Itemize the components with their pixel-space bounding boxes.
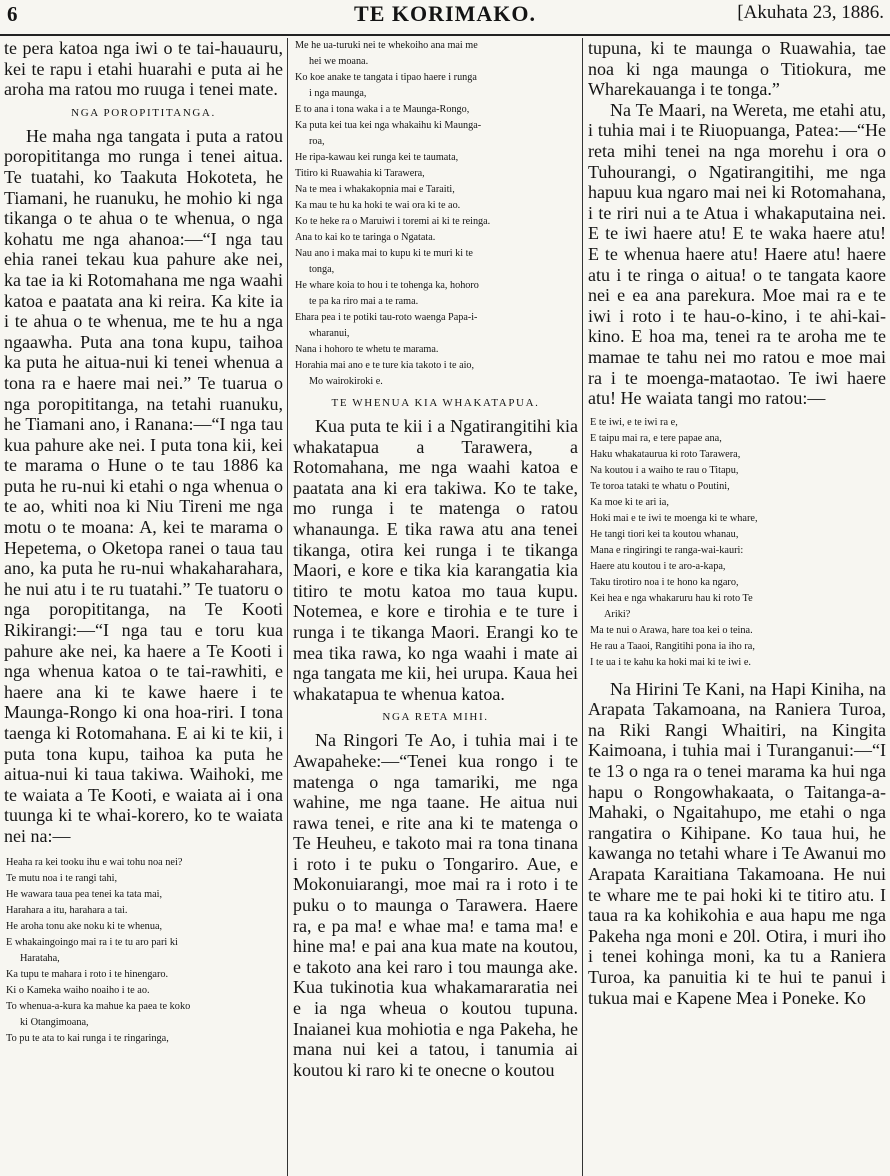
poem-line: Te toroa tataki te whatu o Poutini, bbox=[590, 480, 730, 492]
poem-line: Ka puta kei tua kei nga whakaihu ki Maunga- bbox=[295, 120, 482, 131]
header-rule bbox=[0, 34, 890, 36]
poem-line: i nga maunga, bbox=[309, 88, 367, 99]
poem-line: Horahia mai ano e te ture kia takoto i te aio, bbox=[295, 360, 475, 371]
poem-line: He wawara taua pea tenei ka tata mai, bbox=[6, 888, 163, 900]
poem-line: Na te mea i whakakopnia mai e Taraiti, bbox=[295, 184, 455, 195]
poem-line: Me he ua-turuki nei te whekoiho ana mai me bbox=[295, 40, 478, 51]
column-2 bbox=[293, 38, 578, 1176]
poem-line: Na koutou i a waiho te rau o Titapu, bbox=[590, 464, 739, 476]
poem-line: Ko koe anake te tangata i tipao haere i runga bbox=[295, 72, 477, 83]
poem-line: E whakaingoingo mai ra i te tu aro pari ki bbox=[6, 936, 178, 948]
poem-line: Ariki? bbox=[604, 608, 631, 620]
poem-line: wharanui, bbox=[309, 328, 350, 339]
poem-line: I te ua i te kahu ka hoki mai ki te iwi e. bbox=[590, 656, 751, 668]
poem-line: Mana e ringiringi te ranga-wai-kauri: bbox=[590, 544, 744, 556]
poem-line: He whare koia to hou i te tohenga ka, hohoro bbox=[295, 280, 479, 291]
poem-line: To pu te ata to kai runga i te ringaringa, bbox=[6, 1032, 169, 1044]
paragraph-hirini-letter: Na Hirini Te Kani, na Hapi Kiniha, na Arapata Takamoana, na Raniera Turoa, na Riki Rangi Whaitiri, na Kingita Kaimoana, i tuhia mai i Turanganui:—“I te 13 o nga ra o tenei marama ka hui nga hapu o Rongowhakaata, o Taitanga-a-Mahaki, o Ngaitahupo, me etahi o nga rangatira o Kihipane. Ko taua hui, he kawanga no tetahi whare i Te Awanui mo Arapata Karaitiana Takamoana. He nui te whare me te pai hoki ki te titiro atu. I taua ra ka kohikohia e aua hapu me nga Pakeha nga moni e 20l. Otira, i muri iho i tenei kohinga moni, ka tu a Raniera Turoa, ka panuitia ki te hui te panui i tukua mai e Kapene Mea i Poneke. Ko bbox=[588, 678, 886, 1008]
poem-line: E te iwi, e te iwi ra e, bbox=[590, 416, 678, 428]
column-1 bbox=[4, 38, 283, 1176]
heading-poropititanga: NGA POROPITITANGA. bbox=[71, 106, 216, 119]
paragraph-prophecies: He maha nga tangata i puta a ratou poropititanga mo runga i tenei aitua. Te tuatahi, ko Taakuta Hokoteta, he Tiamani, he ruanuku, he mohio ki nga tikanga o te ahua o te whenua, o nga kohatu me nga ahanoa:—“I nga tau ehia ranei tekau kua pahure ake nei, ka tae ia ki Rotomahana me nga waahi katoa e paatata ana ki reira. Ka kite ia i te ahua o te whenua, me te hu a nga ngaawha. Puta ana tona kupu, taihoa ka puta he aitua-nui ki tenei whenua a tona ra e haere mai nei.” Te tuarua o nga poropititanga, na tetahi ruanuku, he Tiamani ano, i Ranana:—“I nga tau kua pahure ake nei. I puta tona kii, kei te marama o Hune o te tau 1886 ka puta he ru-nui ki etahi o nga whenua o te ao, whiti noa ki Niu Tireni me nga motu o te moana: A, kei te marama o Hepetema, o Oketopa ranei o taua tau ano, ka puta he ru-nui whakaharahara, he nui atu i te ru tuatahi.” Te tuatoru o nga poropititanga, na Te Kooti Rikirangi:—“I nga tau e toru kua pahure ake nei, ka haere a Te Kooti i nga whenua katoa o te tai-rawhiti, e haere ana ki te kawe haere i te Maunga-Rongo ki ona hoa-riri. I tona taenga ki Rotomahana. E ai ki te kii, i puta tona kupu, taihoa ka puta he aitua-nui ki taua takiwa. Waihoki, me te waiata a Te Kooti, e waiata ai i ona tuunga ki te whai-korero, ko te waiata nei na:— bbox=[4, 125, 283, 846]
issue-date: [Akuhata 23, 1886. bbox=[737, 2, 884, 23]
poem-line: To whenua-a-kura ka mahue ka paea te koko bbox=[6, 1000, 191, 1012]
poem-line: Titiro ki Ruawahia ki Tarawera, bbox=[295, 168, 425, 179]
paragraph-letter-continued: tupuna, ki te maunga o Ruawahia, tae noa ki nga maunga o Titiokura, me Wharekauanga i te tonga.” bbox=[588, 38, 886, 100]
poem-line: Ehara pea i te potiki tau-roto waenga Papa-i- bbox=[295, 312, 478, 323]
poem-line: Ko te heke ra o Maruiwi i toremi ai ki te reinga. bbox=[295, 216, 491, 227]
poem-line: te pa ka riro mai a te rama. bbox=[309, 296, 419, 307]
heading-whenua-tapu: TE WHENUA KIA WHAKATAPUA. bbox=[331, 397, 540, 409]
poem-line: He ripa-kawau kei runga kei te taumata, bbox=[295, 152, 459, 163]
poem-line: ki Otangimoana, bbox=[20, 1016, 89, 1028]
poem-line: Taku tirotiro noa i te hono ka ngaro, bbox=[590, 576, 739, 588]
column-3 bbox=[588, 38, 886, 1176]
page-number: 6 bbox=[7, 2, 18, 26]
poem-line: He rau a Taaoi, Rangitihi pona ia iho ra, bbox=[590, 640, 755, 652]
poem-line: Nau ano i maka mai to kupu ki te muri ki te bbox=[295, 248, 473, 259]
poem-line: Heaha ra kei tooku ihu e wai tohu noa nei? bbox=[6, 856, 183, 868]
poem-line: Mo wairokiroki e. bbox=[309, 376, 383, 387]
poem-line: Haku whakataurua ki roto Tarawera, bbox=[590, 448, 741, 460]
poem-line: He tangi tiori kei ta koutou whanau, bbox=[590, 528, 739, 540]
poem-line: Haere atu koutou i te aro-a-kapa, bbox=[590, 560, 726, 572]
page-header bbox=[0, 0, 890, 34]
waiata-te-kooti-part1 bbox=[4, 855, 283, 1047]
poem-line: tonga, bbox=[309, 264, 335, 275]
poem-line: roa, bbox=[309, 136, 325, 147]
poem-line: E taipu mai ra, e tere papae ana, bbox=[590, 432, 722, 444]
poem-line: Te mutu noa i te rangi tahi, bbox=[6, 872, 118, 884]
poem-line: Ma te nui o Arawa, hare toa kei o teina. bbox=[590, 624, 753, 636]
poem-line: Ka tupu te mahara i roto i te hinengaro. bbox=[6, 968, 169, 980]
poem-line: hei we moana. bbox=[309, 56, 369, 67]
column-rule-2 bbox=[582, 38, 583, 1176]
poem-line: Ana to kai ko te taringa o Ngatata. bbox=[295, 232, 436, 243]
poem-line: Hoki mai e te iwi te moenga ki te whare, bbox=[590, 512, 758, 524]
poem-line: Ki o Kameka waiho noaiho i te ao. bbox=[6, 984, 150, 996]
poem-line: He aroha tonu ake noku ki te whenua, bbox=[6, 920, 163, 932]
poem-line: Ka mau te hu ka hoki te wai ora ki te ao. bbox=[295, 200, 461, 211]
poem-line: Kei hea e nga whakaruru hau ki roto Te bbox=[590, 592, 753, 604]
waiata-tangi bbox=[588, 415, 886, 671]
poem-line: E to ana i tona waka i a te Maunga-Rongo, bbox=[295, 104, 470, 115]
heading-reta-mihi: NGA RETA MIHI. bbox=[382, 711, 489, 724]
paragraph-ringori-letter: Na Ringori Te Ao, i tuhia mai i te Awapaheke:—“Tenei kua rongo i te matenga o nga tamariki, me nga wahine, me nga taane. He aitua nui rawa tenei, e rite ana ki te matenga o Te Heuheu, e takoto mai ra tona tinana i roto i te puku o Tongariro. Aue, e Mokonuiarangi, moe mai ra i roto i te puku o to maunga o Tarawera. Haere ra, e pa ma! e whae ma! e tama ma! e hine ma! e pai ana kua mate na koutou, e takoto ana kei raro i tou maunga ake. Kua tukinotia kua whakamararatia nei e ia nga wheua o koutou tupuna. Inaianei kua mohiotia e nga Pakeha, he mana nui kei a tatou, i tanumia ai koutou ki raro ki te onecne o koutou bbox=[293, 730, 578, 1080]
waiata-te-kooti-part2 bbox=[293, 38, 578, 390]
paragraph-continued: te pera katoa nga iwi o te tai-hauauru, kei te rapu i etahi huarahi e puta ai he aroha ma ratou mo ruuga i tenei mate. bbox=[4, 38, 283, 100]
paragraph-whakatapua: Kua puta te kii i a Ngatirangitihi kia whakatapua a Tarawera, a Rotomahana, me nga waahi katoa e paatata ana ki era takiwa. Ko te take, mo runga i te matenga o ratou whanaunga. E tika rawa atu ana tenei tikanga, otira kei runga i te tikanga Maori, e kore e tika kia karangatia kia titiro te motu katoa mo taua kupu. Notemea, e kore e tirohia e te ture i runga i te tikanga Maori. Erangi ko te mea tika rawa, ko nga waahi i mate ai nga tangata me kii, hei urupa. Kaua hei whakatapua te whenua katoa. bbox=[293, 416, 578, 704]
poem-line: Harahara a itu, harahara a tai. bbox=[6, 904, 128, 916]
paragraph-te-maari-letter: Na Te Maari, na Wereta, me etahi atu, i tuhia mai i te Riuopuanga, Patea:—“He reta mihi tenei na nga morehu i ora o Tuhourangi, o Ngatirangitihi, me nga hapuu kua ngaro mai nei ki Rotomahana, i te riri nui a te Atua i whakaputaina nei. E te iwi haere atu! E te waka haere atu! E te whenua haere atu! Haere atu! haere atu i te ringa o aitua! o te tangata kaore nei e ea ana parekura. Moe mai ra e te iwi i roto i te hau-o-kino, i te ahi-kai-kino. E hoa ma, tenei ra te aroha me te mamae te tahu nei mo ratou e moe mai ra i te moenga-mataotao. Te iwi haere atu! He waiata tangi mo ratou:— bbox=[588, 99, 886, 409]
poem-line: Harataha, bbox=[20, 952, 60, 964]
newspaper-title: TE KORIMAKO. bbox=[354, 1, 536, 26]
column-rule-1 bbox=[287, 38, 288, 1176]
poem-line: Ka moe ki te ari ia, bbox=[590, 496, 669, 508]
poem-line: Nana i hohoro te whetu te marama. bbox=[295, 344, 439, 355]
